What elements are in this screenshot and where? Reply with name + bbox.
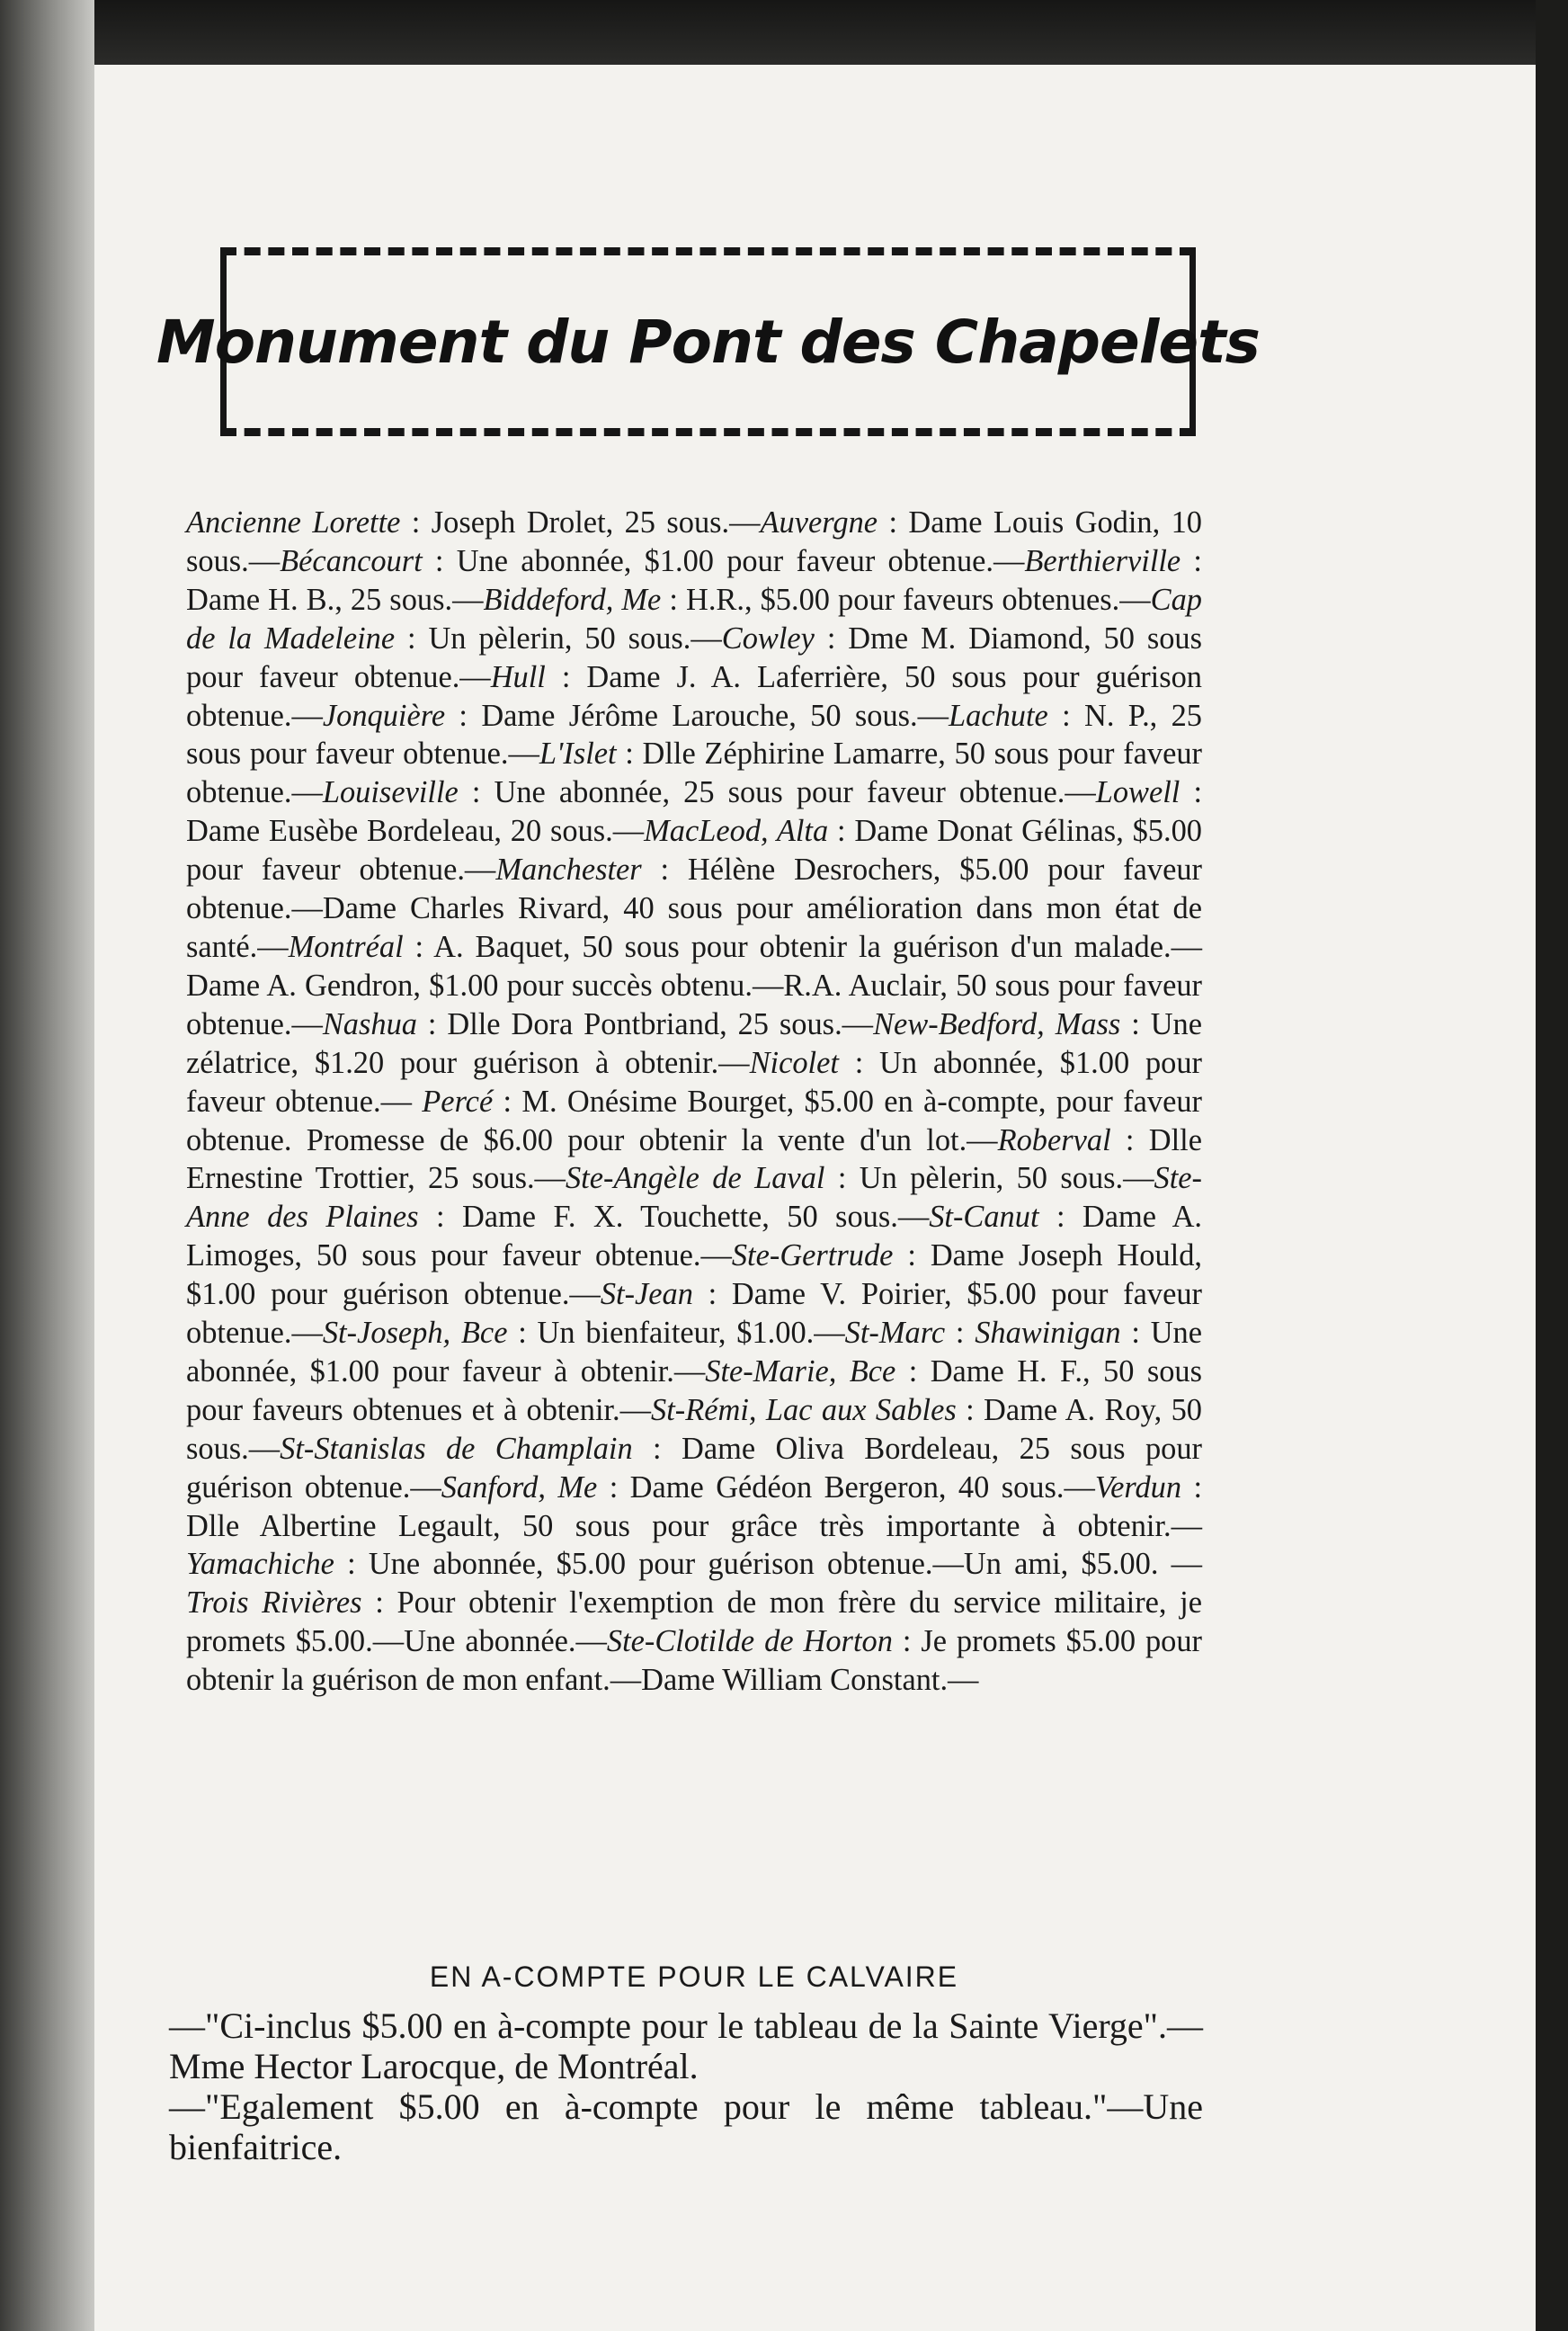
entry-text: : H.R., $5.00 pour faveurs obtenues.— <box>661 582 1151 617</box>
entry-text: : M. Onésime Bourget, $5.00 en à-compte, pour faveur obtenue. Promesse de $6.00 pour obtenir la vente d'un lot.— <box>186 1084 1202 1157</box>
entry-place: Sanford, Me <box>441 1469 598 1505</box>
entry-text: : N. P., 25 sous pour faveur obtenue.— <box>186 698 1202 772</box>
entry-place: Ste-Angèle de Laval <box>565 1161 825 1196</box>
entry-text: : Je promets $5.00 pour obtenir la guérison de mon enfant.—Dame William Constant.— <box>186 1624 1203 1698</box>
entry-place: Montréal <box>288 929 404 964</box>
entry-text: : Une abonnée, 25 sous pour faveur obtenue.— <box>458 775 1096 810</box>
scan-right-edge <box>1536 0 1568 2331</box>
entry-place: St-Marc <box>844 1316 946 1351</box>
entry-place: St-Canut <box>929 1200 1039 1235</box>
contribution-item: —"Ci-inclus $5.00 en à-compte pour le tableau de la Sainte Vierge".—Mme Hector Larocque, de Montréal. <box>169 2005 1203 2086</box>
entry-place: St-Jean <box>600 1277 693 1312</box>
entry-place: Ste-Clotilde de Horton <box>606 1624 893 1659</box>
entry-text: : Dame Donat Gélinas, $5.00 pour faveur obtenue.— <box>186 814 1202 888</box>
book-spine-edge <box>0 0 94 2331</box>
entry-place: MacLeod, Alta <box>644 814 829 849</box>
page-title: Monument du Pont des Chapelets <box>156 307 1260 377</box>
entry-text: : Dlle Ernestine Trottier, 25 sous.— <box>186 1122 1202 1196</box>
donations-paragraph <box>186 504 1202 1700</box>
entry-text: : Dame Jérôme Larouche, 50 sous.— <box>445 698 949 733</box>
entry-place: Louiseville <box>322 775 459 810</box>
entry-text: : Joseph Drolet, 25 sous.— <box>400 505 761 540</box>
entry-text: : Une abonnée, $1.00 pour faveur obtenue.— <box>422 543 1025 578</box>
entry-text: : Dame Louis Godin, 10 sous.— <box>186 505 1202 578</box>
entry-text: : Un abonnée, $1.00 pour faveur obtenue.— <box>186 1045 1202 1119</box>
contribution-item: —"Egalement $5.00 en à-compte pour le même tableau."—Une bienfaitrice. <box>169 2086 1203 2167</box>
entry-place: Lachute <box>949 698 1048 733</box>
entry-text: : A. Baquet, 50 sous pour obtenir la guérison d'un malade.—Dame A. Gendron, $1.00 pour succès obtenu.—R.A. Auclair, 50 sous pour faveur obtenue.— <box>186 929 1202 1041</box>
entry-place: Roberval <box>997 1122 1111 1157</box>
entry-place: New-Bedford, Mass <box>873 1006 1121 1041</box>
entry-place: Ste-Anne des Plaines <box>186 1161 1202 1235</box>
entry-place: St-Joseph, Bce <box>322 1316 508 1351</box>
entry-text: : Dlle Dora Pontbriand, 25 sous.— <box>416 1006 874 1041</box>
entry-text: : Un bienfaiteur, $1.00.— <box>507 1316 845 1351</box>
entry-text: : Dame F. X. Touchette, 50 sous.— <box>418 1200 930 1235</box>
entry-place: Shawinigan <box>975 1316 1121 1351</box>
entry-text: : Hélène Desrochers, $5.00 pour faveur obtenue.—Dame Charles Rivard, 40 sous pour amélioration dans mon état de santé.— <box>186 853 1202 964</box>
entry-place: Bécancourt <box>280 543 423 578</box>
entry-text: : Dlle Albertine Legault, 50 sous pour grâce très importante à obtenir.— <box>186 1469 1203 1543</box>
entry-text: : Une abonnée, $5.00 pour guérison obtenue.—Un ami, $5.00. — <box>334 1547 1202 1582</box>
entry-text: : Dame Gédéon Bergeron, 40 sous.— <box>597 1469 1095 1505</box>
entry-place: Manchester <box>495 853 642 888</box>
entry-place: Yamachiche <box>186 1547 334 1582</box>
entry-text: : Une abonnée, $1.00 pour faveur à obtenir.— <box>186 1316 1202 1389</box>
entry-text: : Dame A. Limoges, 50 sous pour faveur obtenue.— <box>186 1200 1203 1273</box>
calvary-contributions <box>169 2005 1203 2167</box>
entry-place: Berthierville <box>1024 543 1181 578</box>
entry-place: Nicolet <box>749 1045 839 1080</box>
entry-place: L'Islet <box>539 737 617 772</box>
entry-place: Auvergne <box>760 505 878 540</box>
entry-text: : Dame Joseph Hould, $1.00 pour guérison obtenue.— <box>186 1238 1202 1312</box>
entry-text: : Un pèlerin, 50 sous.— <box>395 621 722 656</box>
entry-text: : Dlle Zéphirine Lamarre, 50 sous pour faveur obtenue.— <box>186 737 1202 810</box>
entry-text: : Dame J. A. Laferrière, 50 sous pour guérison obtenue.— <box>186 659 1202 733</box>
entry-place: Cowley <box>721 621 815 656</box>
entry-text: : Dame Oliva Bordeleau, 25 sous pour guérison obtenue.— <box>186 1431 1202 1505</box>
entry-text: : <box>945 1316 976 1351</box>
entry-place: St-Rémi, Lac aux Sables <box>651 1392 957 1427</box>
entry-place: Lowell <box>1095 775 1180 810</box>
donations-list <box>186 504 1202 1700</box>
entry-text: : Dame V. Poirier, $5.00 pour faveur obtenue.— <box>186 1277 1202 1351</box>
entry-text: : Une zélatrice, $1.20 pour guérison à obtenir.— <box>186 1006 1203 1080</box>
entry-place: St-Stanislas de Champlain <box>280 1431 633 1466</box>
entry-place: Ste-Marie, Bce <box>705 1353 896 1389</box>
section-heading: EN A-COMPTE POUR LE CALVAIRE <box>429 1960 959 1993</box>
entry-place: Ancienne Lorette <box>186 505 401 540</box>
entry-text: : Pour obtenir l'exemption de mon frère du service militaire, je promets $5.00.—Une abonnée.— <box>186 1585 1202 1659</box>
entry-place: Trois Rivières <box>186 1585 362 1621</box>
entry-place: Percé <box>422 1084 494 1119</box>
entry-text: : Dame Eusèbe Bordeleau, 20 sous.— <box>186 775 1202 849</box>
title-frame <box>156 247 1260 436</box>
entry-place: Jonquière <box>322 698 446 733</box>
entry-text: : Dame A. Roy, 50 sous.— <box>186 1392 1202 1466</box>
entry-place: Hull <box>490 659 546 694</box>
entry-place: Cap de la Madeleine <box>186 582 1202 656</box>
entry-place: Nashua <box>322 1006 417 1041</box>
entry-text: : Dme M. Diamond, 50 sous pour faveur obtenue.— <box>186 621 1202 694</box>
entry-text: : Un pèlerin, 50 sous.— <box>824 1161 1154 1196</box>
entry-text: : Dame H. B., 25 sous.— <box>186 543 1202 617</box>
entry-place: Biddeford, Me <box>483 582 662 617</box>
entry-place: Verdun <box>1094 1469 1182 1505</box>
scan-top-edge <box>94 0 1568 65</box>
entry-text: : Dame H. F., 50 sous pour faveurs obtenues et à obtenir.— <box>186 1353 1202 1427</box>
entry-place: Ste-Gertrude <box>731 1238 894 1273</box>
